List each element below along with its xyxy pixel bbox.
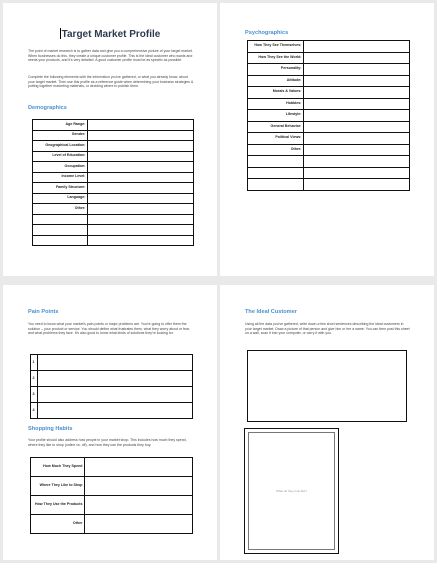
pain-point-row-label: 2 <box>31 371 38 387</box>
demographics-heading: Demographics <box>28 105 67 111</box>
pain-point-row-value-cell[interactable] <box>38 371 193 387</box>
pain-point-row <box>31 387 193 403</box>
psychographics-row <box>248 110 410 122</box>
psychographics-row-value-cell[interactable] <box>304 133 410 145</box>
ideal-customer-heading: The Ideal Customer <box>245 309 297 315</box>
pain-point-row-label: 1 <box>31 355 38 371</box>
demographics-row-label: Family Structure: <box>33 183 88 194</box>
psychographics-row-value-cell[interactable] <box>304 110 410 122</box>
pain-point-row <box>31 355 193 371</box>
psychographics-row-value-cell[interactable] <box>304 52 410 64</box>
demographics-row <box>33 235 194 246</box>
demographics-row <box>33 214 194 225</box>
demographics-row <box>33 151 194 162</box>
pain-points-table <box>30 354 193 419</box>
demographics-row-label: Occupation: <box>33 162 88 173</box>
psychographics-row-label <box>248 179 304 191</box>
demographics-row-value-cell[interactable] <box>88 193 194 204</box>
demographics-row <box>33 130 194 141</box>
demographics-row-label: Geographical Location: <box>33 141 88 152</box>
psychographics-row-label: How They See Themselves: <box>248 41 304 53</box>
demographics-row-label: Language: <box>33 193 88 204</box>
psychographics-row-label: General Behavior: <box>248 121 304 133</box>
demographics-row <box>33 193 194 204</box>
psychographics-row-label: How They See the World: <box>248 52 304 64</box>
page-ideal-customer <box>220 285 434 560</box>
psychographics-row <box>248 64 410 76</box>
psychographics-row-label: Morals & Values: <box>248 87 304 99</box>
shopping-habit-row-value-cell[interactable] <box>85 477 193 496</box>
psychographics-row-label <box>248 167 304 179</box>
pain-point-row-value-cell[interactable] <box>38 355 193 371</box>
psychographics-row-value-cell[interactable] <box>304 75 410 87</box>
shopping-habits-heading: Shopping Habits <box>28 426 73 432</box>
psychographics-row-label: Attitude: <box>248 75 304 87</box>
pain-point-row <box>31 371 193 387</box>
photo-area <box>248 432 335 550</box>
demographics-row <box>33 141 194 152</box>
pain-point-row-value-cell[interactable] <box>38 387 193 403</box>
demographics-row <box>33 120 194 131</box>
psychographics-row <box>248 41 410 53</box>
shopping-habit-row <box>31 458 193 477</box>
psychographics-row <box>248 133 410 145</box>
intro-paragraph-1: The point of market research is to gather data and give you a comprehensive picture of your target market. When businesses do this, they create a unique customer profile. This is the ideal customer who wants and needs your products, and it's very detailed. A good customer profile must be as specific as possible. <box>28 49 193 63</box>
shopping-habit-row-label: Where They Like to Shop <box>31 477 85 496</box>
shopping-habit-row <box>31 477 193 496</box>
shopping-habit-row-label: How They Use the Products <box>31 496 85 515</box>
psychographics-row-value-cell[interactable] <box>304 121 410 133</box>
demographics-row-label: Income Level: <box>33 172 88 183</box>
psychographics-row-label <box>248 156 304 168</box>
demographics-row-label: Gender: <box>33 130 88 141</box>
demographics-row <box>33 172 194 183</box>
psychographics-row-label: Personality: <box>248 64 304 76</box>
shopping-habit-row-label: Other <box>31 515 85 534</box>
photo-caption: What do they look like? <box>275 489 308 493</box>
psychographics-row-value-cell[interactable] <box>304 179 410 191</box>
psychographics-row-label: Lifestyle: <box>248 110 304 122</box>
psychographics-row-value-cell[interactable] <box>304 87 410 99</box>
psychographics-row-value-cell[interactable] <box>304 64 410 76</box>
photo-frame[interactable] <box>244 428 339 554</box>
shopping-habit-row-label: How Much They Spend <box>31 458 85 477</box>
psychographics-row <box>248 121 410 133</box>
demographics-row-value-cell[interactable] <box>88 151 194 162</box>
page-pain-points-shopping <box>3 285 217 560</box>
demographics-row-label <box>33 225 88 236</box>
demographics-row-value-cell[interactable] <box>88 214 194 225</box>
psychographics-row-value-cell[interactable] <box>304 156 410 168</box>
psychographics-row-label: Political Views: <box>248 133 304 145</box>
demographics-row-value-cell[interactable] <box>88 204 194 215</box>
demographics-row-label <box>33 214 88 225</box>
demographics-row <box>33 204 194 215</box>
description-box[interactable] <box>247 350 407 422</box>
demographics-row-value-cell[interactable] <box>88 130 194 141</box>
demographics-row-value-cell[interactable] <box>88 172 194 183</box>
pain-point-row-label: 3 <box>31 387 38 403</box>
ideal-customer-paragraph: Using all the data you've gathered, write down a few short sentences describing the ideal customers in your target market. Draw a picture of that person and give him or her a name. You can then post this sheet on a wall, scan it into your computer, or carry it with you. <box>245 322 410 336</box>
psychographics-row-value-cell[interactable] <box>304 41 410 53</box>
psychographics-row-label: Other: <box>248 144 304 156</box>
pain-point-row-label: 4 <box>31 403 38 419</box>
psychographics-row-value-cell[interactable] <box>304 144 410 156</box>
psychographics-row <box>248 87 410 99</box>
psychographics-row <box>248 167 410 179</box>
intro-paragraph-2: Complete the following elements with the information you've gathered, or what you already know, about your target market. Then use this profile as a reference guide when determining your business strategies & putting together marketing materials, or deciding where to publish them. <box>28 75 194 89</box>
pain-points-heading: Pain Points <box>28 309 59 315</box>
shopping-habit-row-value-cell[interactable] <box>85 458 193 477</box>
shopping-habits-table <box>30 457 193 534</box>
psychographics-row <box>248 75 410 87</box>
demographics-table <box>32 119 194 246</box>
demographics-row-value-cell[interactable] <box>88 162 194 173</box>
demographics-row-value-cell[interactable] <box>88 183 194 194</box>
demographics-row-value-cell[interactable] <box>88 120 194 131</box>
psychographics-row-value-cell[interactable] <box>304 167 410 179</box>
psychographics-row <box>248 98 410 110</box>
shopping-habit-row <box>31 515 193 534</box>
psychographics-row <box>248 52 410 64</box>
demographics-row-label <box>33 235 88 246</box>
demographics-row-label: Level of Education: <box>33 151 88 162</box>
demographics-row-value-cell[interactable] <box>88 225 194 236</box>
demographics-row <box>33 183 194 194</box>
psychographics-row <box>248 156 410 168</box>
document-title: Target Market Profile <box>61 29 161 40</box>
psychographics-table <box>247 40 410 191</box>
shopping-habit-row-value-cell[interactable] <box>85 496 193 515</box>
shopping-habits-paragraph: Your profile should also address how people in your market shop. This includes how much they spend, where they like to shop (online vs. off), and how they use the products they buy. <box>28 438 187 447</box>
demographics-row-label: Age Range: <box>33 120 88 131</box>
pain-point-row <box>31 403 193 419</box>
psychographics-row-label: Hobbies: <box>248 98 304 110</box>
psychographics-heading: Psychographics <box>245 30 289 36</box>
demographics-row <box>33 162 194 173</box>
page-target-market-profile <box>3 3 217 276</box>
shopping-habit-row-value-cell[interactable] <box>85 515 193 534</box>
demographics-row-value-cell[interactable] <box>88 235 194 246</box>
pain-point-row-value-cell[interactable] <box>38 403 193 419</box>
page-psychographics <box>220 3 434 276</box>
text-cursor <box>60 28 61 39</box>
demographics-row-label: Other: <box>33 204 88 215</box>
psychographics-row <box>248 144 410 156</box>
pain-points-paragraph: You need to know what your market's pain points or major problems are. You're going to offer them the solution – your product or service. You should define what frustrates them, what they worry about or fear, and what problems they face. It's also good to know what kinds of solutions they're looking for. <box>28 322 190 336</box>
demographics-row <box>33 225 194 236</box>
psychographics-row <box>248 179 410 191</box>
demographics-row-value-cell[interactable] <box>88 141 194 152</box>
psychographics-row-value-cell[interactable] <box>304 98 410 110</box>
shopping-habit-row <box>31 496 193 515</box>
